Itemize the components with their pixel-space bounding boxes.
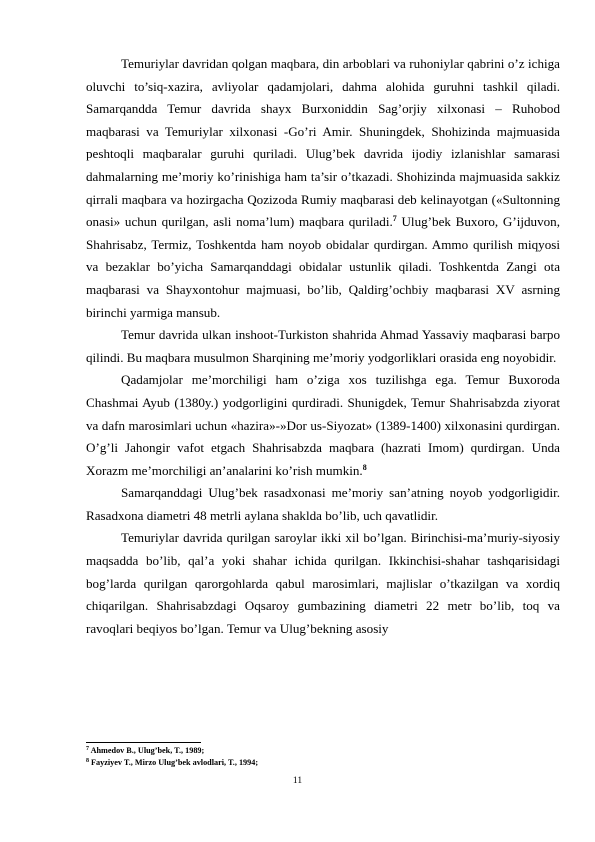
footnote-divider [86, 742, 201, 743]
footnote-ref-8[interactable]: 8 [362, 462, 367, 472]
paragraph-2: Temur davrida ulkan inshoot-Turkiston shahrida Ahmad Yassaviy maqbarasi barpo qilindi. Bu maqbara musulmon Sharqining me’moriy yodgorliklari orasida eng noyobidir. [86, 327, 560, 365]
page-number: 11 [292, 776, 303, 786]
footnote-8 [86, 757, 560, 769]
footnote-number-7: 7 [86, 746, 89, 752]
paragraph-4: Samarqanddagi Ulug’bek rasadxonasi me’moriy san’atning noyob yodgorligidir. Rasadxona diametri 48 metrli aylana shaklda bo’lib, uch qavatlidir. [86, 485, 560, 523]
footnotes [86, 745, 560, 769]
paragraph-1 [86, 53, 560, 324]
footnote-8-text: Fayziyev T., Mirzo Ulug’bek avlodlari, T., 1994; [89, 758, 259, 768]
paragraph-3-text: Qadamjolar me’morchiligi ham o’ziga xos tuzilishga ega. Temur Buxoroda Chashmai Ayub (1380y.) yodgorligini qurdiradi. Shunigdek, Temur Shahrisabzda ziyorat va dafn marosimlari uchun «hazira»-»Dor us-Siyozat» (1389-1400) xilxonasini qurdirgan. O’g’li Jahongir vafot etgach Shahrisabzda maqbara (hazrati Imom) qurdirgan. Unda Xorazm me’morchiligi an’analarini ko’rish mumkin. [86, 372, 560, 478]
footnote-ref-7[interactable]: 7 [392, 214, 397, 224]
paragraph-5: Temuriylar davrida qurilgan saroylar ikki xil bo’lgan. Birinchisi-ma’muriy-siyosiy maqsadda bo’lib, qal’a yoki shahar ichida qurilgan. Ikkinchisi-shahar tashqarisidagi bog’larda qurilgan qarorgohlarda qabul marosimlari, majlislar o’tkazilgan va xordiq chiqarilgan. Shahrisabzdagi Oqsaroy gumbazining diametri 22 metr bo’lib, toq va ravoqlari beqiyos bo’lgan. Temur va Ulug’bekning asosiy [86, 530, 560, 636]
main-text [86, 53, 560, 640]
footnote-number-8: 8 [86, 758, 89, 765]
footnote-7 [86, 745, 560, 757]
paragraph-3 [86, 369, 560, 482]
footnote-7-text: Ahmedov B., Ulug’bek, T., 1989; [89, 746, 205, 755]
paragraph-1-text-continued: Ulug’bek Buxoro, G’ijduvon, Shahrisabz, Termiz, Toshkentda ham noyob obidalar qurdirgan. Ammo qurilish miqyosi va bezaklar bo’yicha Samarqanddagi obidalar ustunlik qiladi. Toshkentda Zangi ota maqbarasi va Shayxontohur majmuasi, bo’lib, Qaldirg’ochbiy maqbarasi XV asrning birinchi yarmiga mansub. [86, 214, 560, 320]
paragraph-1-text: Temuriylar davridan qolgan maqbara, din arboblari va ruhoniylar qabrini o’z ichiga oluvchi to’siq-xazira, avliyolar qadamjolari, dahma alohida guruhni tashkil qiladi. Samarqandda Temur davrida shayx Burxoniddin Sag’orjiy xilxonasi – Ruhobod maqbarasi va Temuriylar xilxonasi -Go’ri Amir. Shuningdek, Shohizinda majmuasida peshtoqli maqbaralar guruhi quriladi. Ulug’bek davrida ijodiy izlanishlar samarasi dahmalarning me’moriy ko’rinishiga ham ta’sir o’tkazadi. Shohizinda majmuasida sakkiz qirrali maqbara va hozirgacha Qozizoda Rumiy maqbarasi deb kelinayotgan («Sultonning onasi» uchun qurilgan, asli noma’lum) maqbara quriladi. [86, 56, 560, 230]
